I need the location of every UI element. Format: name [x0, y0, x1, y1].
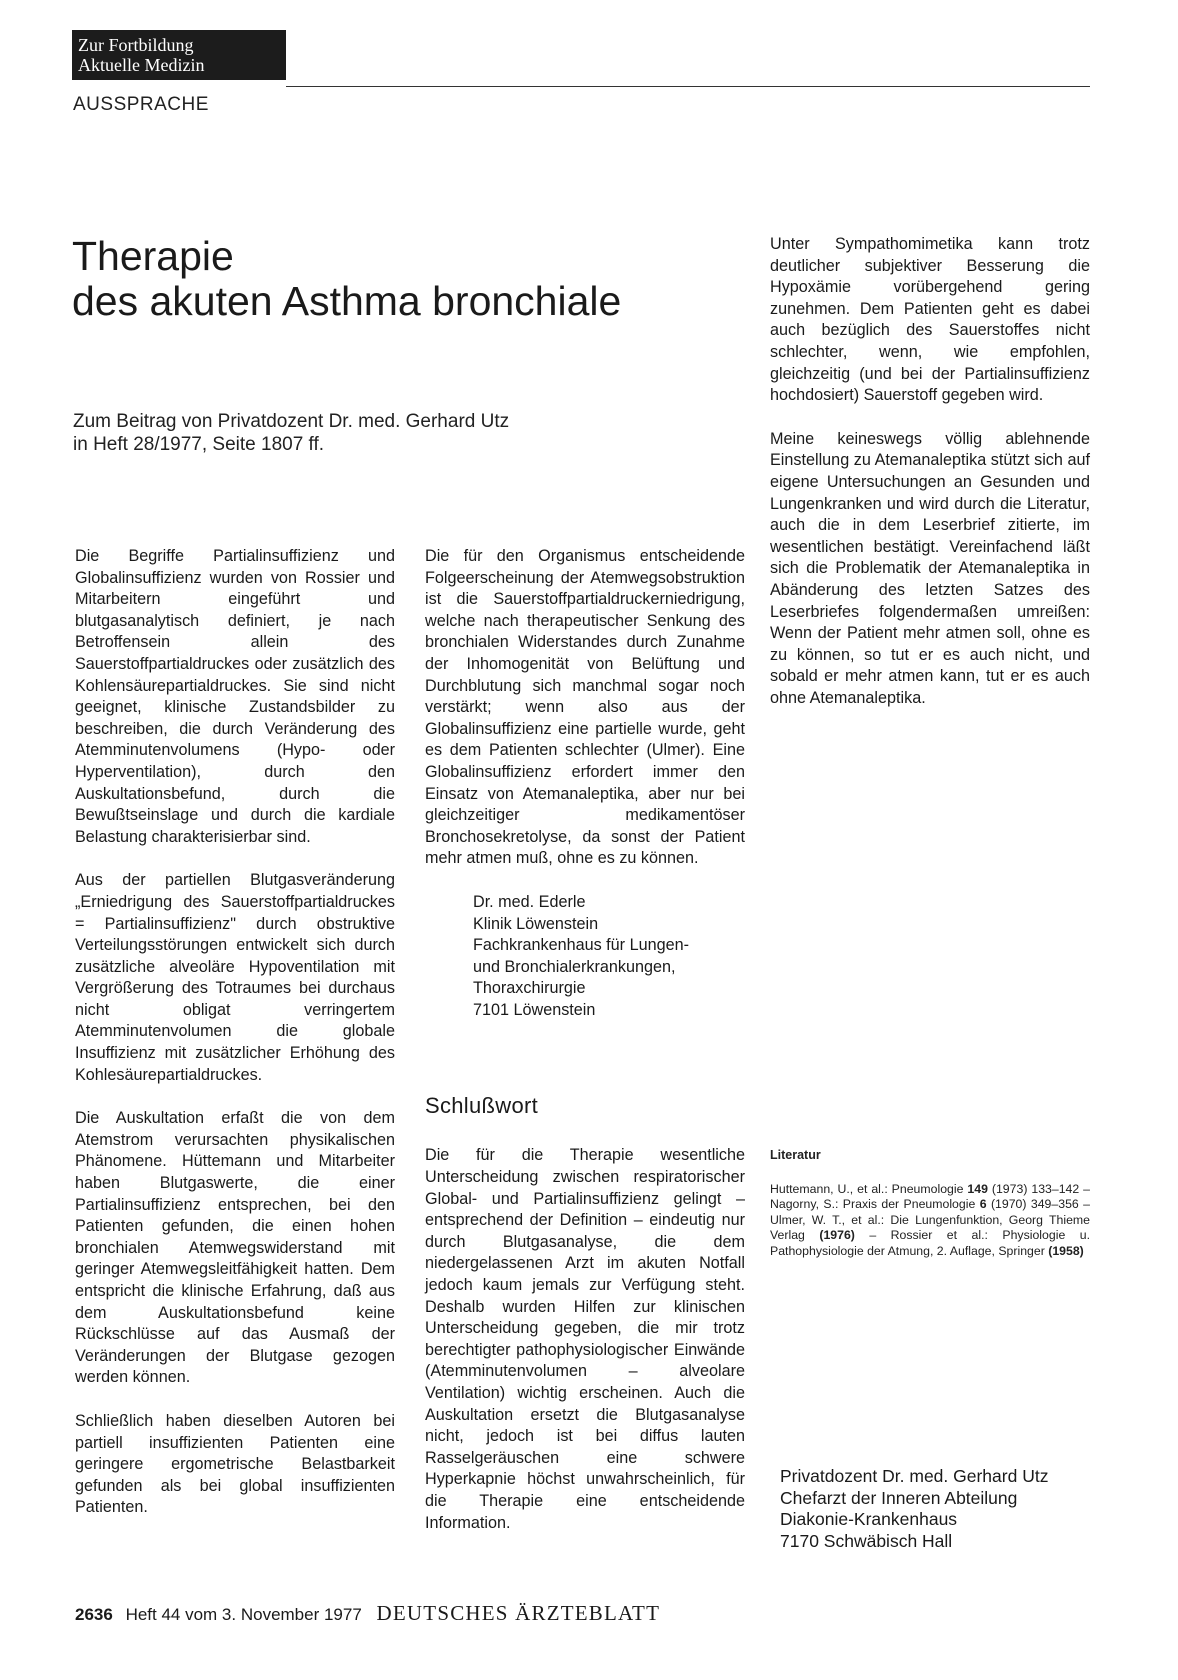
literature-list — [770, 1182, 1090, 1259]
literature-text: Huttemann, U., et al.: Pneumologie — [770, 1182, 968, 1196]
letter-paragraph: Die Begriffe Partialinsuffizienz und Globalinsuffizienz wurden von Rossier und Mitarbeitern eingeführt und blutgasanalytisch definiert, je nach Betroffensein allein des Sauerstoffpartialdruckes oder zusätzlich des Kohlensäurepartialdruckes. Sie sind nicht geeignet, klinische Zustandsbilder zu beschreiben, die durch Veränderung des Atemminutenvolumens (Hypo- oder Hyperventilation), durch den Auskultationsbefund, durch die Bewußtseinslage und durch die kardiale Belastung charakterisierbar sind. — [75, 547, 395, 846]
reply-paragraph: Meine keineswegs völlig ablehnende Einstellung zu Atemanaleptika stützt sich auf eigene Untersuchungen an Gesunden und Lungenkranken und wird durch die Literatur, auch die in dem Leserbrief zitierte, im wesentlichen bestätigt. Vereinfachend läßt sich die Problematik der Atemanaleptika in Abänderung des letzten Satzes des Leserbriefes folgendermaßen umreißen: Wenn der Patient mehr atmen soll, ohne es zu können, so tut er es auch nicht, und sobald er mehr atmen kann, tut er es auch ohne Atemanaleptika. — [770, 429, 1090, 707]
letter-signature — [473, 892, 745, 1022]
literature-volume: 6 — [979, 1197, 987, 1212]
signature-line: Thoraxchirurgie — [473, 979, 586, 998]
subtitle-line-1: Zum Beitrag von Privatdozent Dr. med. Gerhard Utz — [73, 411, 510, 432]
article-title — [72, 234, 621, 324]
signature-line: Chefarzt der Inneren Abteilung — [780, 1487, 1018, 1508]
reply-paragraph: Unter Sympathomimetika kann trotz deutlicher subjektiver Besserung die Hypoxämie vorübergehend gering zunehmen. Dem Patienten geht es dabei auch bezüglich des Sauerstoffes nicht schlechter, wenn, wie empfohlen, gleichzeitig (und bei der Partialinsuffizienz hochdosiert) Sauerstoff gegeben wird. — [770, 235, 1090, 405]
badge-line-1: Zur Fortbildung — [78, 35, 194, 55]
signature-line: Privatdozent Dr. med. Gerhard Utz — [780, 1466, 1049, 1486]
text-column-1 — [75, 546, 395, 1541]
text-column-2 — [425, 546, 745, 1556]
signature-line: Fachkrankenhaus für Lungen- — [473, 936, 689, 955]
letter-paragraph: Die für den Organismus entscheidende Folgeerscheinung der Atemwegsobstruktion ist die Sauerstoffpartialdruckerniedrigung, welche nach therapeutischer Senkung des bronchialen Widerstandes durch Zunahme der Inhomogenität von Belüftung und Durchblutung sich manchmal sogar noch verstärkt; wenn also aus der Globalinsuffizienz eine partielle wurde, geht es dem Patienten schlechter (Ulmer). Eine Globalinsuffizienz erfordert immer den Einsatz von Atemanaleptika, aber nur bei gleichzeitiger medikamentöser Bronchosekretolyse, da sonst der Patient mehr atmen muß, ohne es zu können. — [425, 547, 745, 868]
literature-text: – Rossier et al.: Physiologie u. Pathophysiologie der Atmung, 2. Auflage, Springer — [770, 1228, 1090, 1258]
letter-paragraph: Schließlich haben dieselben Autoren bei partiell insuffizienten Patienten eine geringere ergometrische Belastbarkeit gefunden als bei global insuffizienten Patienten. — [75, 1411, 395, 1517]
page-number: 2636 — [75, 1605, 113, 1624]
reply-heading: Schlußwort — [425, 1093, 539, 1119]
issue-info: Heft 44 vom 3. November 1977 — [125, 1605, 362, 1624]
section-label: AUSSPRACHE — [73, 94, 209, 115]
journal-name: DEUTSCHES ÄRZTEBLATT — [376, 1601, 661, 1625]
article-subtitle — [73, 410, 509, 456]
letter-paragraph: Aus der partiellen Blutgasveränderung „Erniedrigung des Sauerstoffpartialdruckes = Partialinsuffizienz" durch obstruktive Verteilungsstörungen entwickelt sich durch zusätzliche alveoläre Hypoventilation mit Vergrößerung des Totraumes bei durchaus nicht obligat verringertem Atemminutenvolumen die globale Insuffizienz mit zusätzlicher Erhöhung des Kohlesäurepartialdruckes. — [75, 871, 395, 1084]
signature-line: und Bronchialerkrankungen, — [473, 957, 676, 976]
literature-text: (1970) 349–356 – Ulmer, W. T., et al.: Die Lungenfunktion, Georg Thieme Verlag — [770, 1197, 1090, 1243]
title-line-1: Therapie — [72, 233, 234, 279]
literature-volume: 149 — [967, 1182, 988, 1196]
header-rule — [286, 86, 1090, 87]
signature-line: Diakonie-Krankenhaus — [780, 1509, 958, 1530]
literature-year: (1958) — [1048, 1243, 1084, 1258]
title-line-2: des akuten Asthma bronchiale — [72, 278, 622, 324]
signature-line: Dr. med. Ederle — [473, 892, 586, 911]
signature-line: 7170 Schwäbisch Hall — [780, 1530, 953, 1551]
text-column-3 — [770, 234, 1090, 731]
literature-text: (1973) 133–142 – Nagorny, S.: Praxis der Pneumologie — [770, 1182, 1090, 1212]
reply-paragraph: Die für die Therapie wesentliche Unterscheidung zwischen respiratorischer Global- und Partialinsuffizienz gelingt – entsprechend der Definition – eindeutig nur durch Blutgasanalyse, die dem niedergelassenen Arzt im akuten Notfall jedoch kaum jemals zur Verfügung steht. Deshalb wurden Hilfen zur klinischen Unterscheidung gegeben, die mir trotz berechtigter pathophysiologischer Einwände (Atemminutenvolumen – alveolare Ventilation) wichtig erscheinen. Auch die Auskultation ersetzt die Blutgasanalyse nicht, jedoch ist bei diffus lauten Rasselgeräuschen eine schwere Hyperkapnie höchst unwahrscheinlich, für die Therapie eine entscheidende Information. — [425, 1146, 745, 1532]
section-badge — [72, 30, 286, 80]
badge-line-2: Aktuelle Medizin — [78, 55, 205, 75]
literature-heading: Literatur — [770, 1148, 821, 1162]
literature-year: (1976) — [819, 1228, 855, 1243]
subtitle-line-2: in Heft 28/1977, Seite 1807 ff. — [73, 434, 325, 455]
signature-line: 7101 Löwenstein — [473, 1000, 596, 1019]
page-footer — [75, 1601, 660, 1626]
signature-line: Klinik Löwenstein — [473, 914, 599, 933]
letter-paragraph: Die Auskultation erfaßt die von dem Atemstrom verursachten physikalischen Phänomene. Hüttemann und Mitarbeiter haben Blutgaswerte, die einer Partialinsuffizienz entsprechen, bei den Patienten gefunden, die einen hohen bronchialen Atemwegswiderstand mit geringer Atemwegsleitfähigkeit hatten. Dem entspricht die klinische Erfahrung, daß aus dem Auskultationsbefund keine Rückschlüsse auf das Ausmaß der Veränderungen der Blutgase gezogen werden können. — [75, 1109, 395, 1387]
reply-signature — [780, 1466, 1048, 1552]
